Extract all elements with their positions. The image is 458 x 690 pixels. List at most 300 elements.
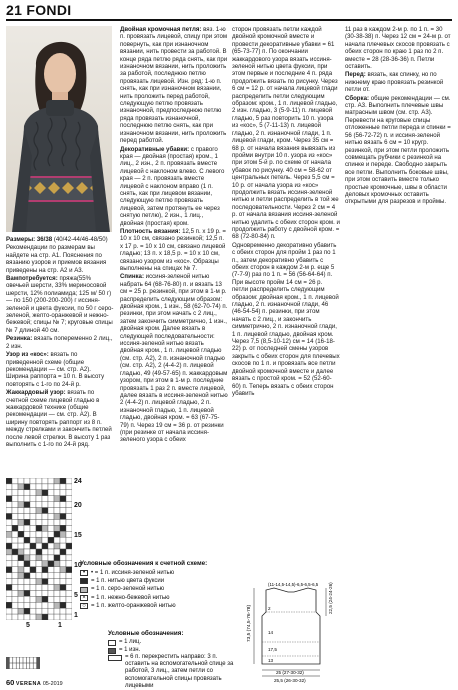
chart-cell: [48, 514, 54, 520]
schematic-mid-label: 14: [268, 630, 274, 635]
chart-col-labels: [6, 622, 72, 632]
chart-cell: [6, 543, 12, 549]
armhole-paragraph: Одновременно декоративно убавить с обеих сторон для пройм 1 раз по 1 п., затем декоративно убавить с обеих сторон в каждом 2-м р. еще 5 (7-7-9) раз по 1 п. = 56 (56-64-64) п. При высоте пройм 14 см = 26 р. петли распределить следующим образом: двойная кром., 1 п. лицевой гладью, 2 п. изнаночной глади, 46 (46-54-54) п. резинки, при этом начать с 2 лиц., и закончить симметрично, 2 п. изнаночной глади, 1 п. лицевой гладью, двойная кром. Через 7,5 (8,5-10-12) см = 14 (16-18-22) р. от последней смены узоров закрыть с обеих сторон для плечевых скосов по 1 п. и провязать все петли двойной кромочной вместе и далее вязать с простой кром. = 52 (52-60-60) п. Теперь вязать с обеих сторон убавить: [232, 241, 340, 397]
chart-cell: [42, 484, 48, 490]
chart-cell: [18, 543, 24, 549]
chart-cell: [42, 602, 48, 608]
chart-cell: [54, 514, 60, 520]
chart-cell: [6, 614, 12, 620]
chart-row-label: 5: [74, 592, 78, 599]
legend-item: = 1 п. нитью цвета фуксии: [80, 577, 230, 585]
chart-cell: [42, 531, 48, 537]
chart-cell: [30, 531, 36, 537]
chart-row-label: 24: [74, 478, 82, 485]
header-rule: [6, 19, 452, 21]
chart-cell: [6, 561, 12, 567]
chart-cell: [60, 519, 66, 525]
schematic-top-label: (11-14,5-14,5)-6,5-6,5-6,5: [268, 582, 319, 587]
chart-cell: [60, 525, 66, 531]
chart-cell: [18, 561, 24, 567]
chart-cell: [42, 614, 48, 620]
chart-cell: [12, 502, 18, 508]
legend-swatch: [80, 587, 88, 593]
stitch-legend-title: Условные обозначения:: [108, 630, 184, 637]
legend-swatch: ×: [80, 595, 88, 601]
chart-cell: [24, 496, 30, 502]
chart-row-label: 10: [74, 562, 82, 569]
chart-cell: [54, 531, 60, 537]
chart-cell: [54, 484, 60, 490]
chart-cell: [42, 567, 48, 573]
chart-cell: [36, 519, 42, 525]
chart-cell: [24, 585, 30, 591]
chart-cell: [54, 519, 60, 525]
chart-cell: [60, 579, 66, 585]
legend-item: = 1 п. серо-зеленой нитью: [80, 585, 230, 593]
chart-cell: [12, 573, 18, 579]
chart-cell: [12, 537, 18, 543]
chart-cell: [12, 555, 18, 561]
schematic-mid-label: 13: [268, 658, 274, 663]
chart-cell: [12, 596, 18, 602]
legend-swatch: •: [80, 570, 88, 576]
chart-cell: [6, 478, 12, 484]
chart-cell: [30, 602, 36, 608]
chart-cell: [18, 525, 24, 531]
chart-cell: [24, 508, 30, 514]
legend-swatch: [108, 655, 122, 661]
chart-cell: [12, 478, 18, 484]
front-paragraph: Перед: вязать, как спинку, но по нижнему краю провязать резинкой петли от.: [345, 71, 444, 94]
chart-cell: [36, 514, 42, 520]
chart-col-label: 1: [58, 622, 62, 629]
chart-cell: [30, 514, 36, 520]
chart-cell: [42, 543, 48, 549]
chart-cell: [12, 484, 18, 490]
chart-cell: [36, 490, 42, 496]
chart-cell: [24, 596, 30, 602]
chart-cell: [18, 496, 24, 502]
chart-cell: [54, 567, 60, 573]
chart-cell: [54, 490, 60, 496]
chart-cell: [48, 590, 54, 596]
chart-cell: [18, 514, 24, 520]
schematic-right-label: 22,5 (24-24-26): [328, 582, 333, 614]
chart-cell: [54, 590, 60, 596]
chart-cell: [60, 502, 66, 508]
jacquard-paragraph: Жаккардовый узор: вязать по счетной схеме лицевой гладью в жаккардовой технике (общие рекомендации — см. стр. А2). В ширину повторять раппорт из 8 п. между стрелками и закончить петлей после левой стрелки. В высоту 1 раз выполнить с 1-го по 24-й ряд.: [6, 389, 112, 448]
chart-cell: [48, 555, 54, 561]
chart-cell: [36, 543, 42, 549]
chart-cell: [24, 579, 30, 585]
jacquard-chart: [6, 478, 72, 620]
column-2: [120, 26, 228, 445]
pattern-schematic: [236, 582, 346, 686]
chart-col-label: 5: [26, 622, 30, 629]
chart-cell: [54, 573, 60, 579]
cable-chart-grid: [6, 657, 40, 669]
chart-cell: [30, 573, 36, 579]
rib-paragraph: Резинка: вязать попеременно 2 лиц., 2 изн.: [6, 335, 113, 350]
back-continued-paragraph: сторон провязать петли каждой двойной кромочной вместе и провести декоративные убавки = 61 (65-73-77) п. По окончании жаккардового узора вязать иссиня-зеленой нитью цвета фуксии, при этом первые и последние 4 п. ряда продолжить вязать по рисунку. Через 6 см = 12 р. от начала лицевой глади распределить петли следующим образом: кром., 1 п. лицевой гладью, 2 изн. гладью, 3 (5-9-11) п. лицевой гладью, 5 раз повторить 10 п. узора из «кос», 5 (7-11-13) п. лицевой гладью, 2 п. изнаночной глади, 1 п. лицевой глади, кром. Через 35 см = 68 р. от начала вязания вывязать из пройми внутри 10 п. узора из «кос» при этом 5-й р. по схеме от начала убавок по рисунку. 40 см = 58-62 от центральных петель. Через 5,5 см = 10 р. от начала узора из «кос» продолжить вязать иссиня-зеленой нитью и петли распределить в той же последовательности. Через 2 см = 4 р. от начала вязания иссиня-зеленой нитью удалить с обеих сторон кром. и продолжить работу с двойной кром. = 68 (72-80-84) п.: [232, 26, 340, 241]
gauge-paragraph: Плотность вязания: 12,5 п. х 19 р. = 10 х 10 см, связано резинкой; 12,5 п. х 17 р. = 10 х 10 см, связано лицевой гладью; 13 п. х 18,5 р. = 10 х 10 см, связано узором из «кос». Образцы выполнены на спицах № 7.: [120, 227, 226, 272]
chart-cell: [42, 555, 48, 561]
legend-swatch: [80, 578, 88, 584]
chart-cell: [18, 484, 24, 490]
chart-cell: [30, 502, 36, 508]
chart-cell: [42, 490, 48, 496]
chart-cell: [36, 579, 42, 585]
chart-cell: [12, 514, 18, 520]
chart-cell: [60, 496, 66, 502]
chart-cell: [60, 602, 66, 608]
chart-cell: [42, 608, 48, 614]
chart-cell: [30, 496, 36, 502]
chart-cell: [6, 508, 12, 514]
chart-cell: [24, 490, 30, 496]
chart-cell: [48, 531, 54, 537]
model-photo-illustration: [6, 26, 112, 232]
chart-cell: [48, 525, 54, 531]
chart-cell: [48, 567, 54, 573]
chart-cell: [48, 496, 54, 502]
chart-cell: [6, 531, 12, 537]
chart-cell: [24, 590, 30, 596]
chart-cell: [36, 555, 42, 561]
chart-cell: [6, 525, 12, 531]
shoulder-paragraph: 11 раз в каждом 2-м р. по 1 п. = 30 (30-38-38) п. Через 12 см = 24-м р. от начала плечевых скосов провязать с обеих сторон по краю 1 раз по 2 п. вместе = 28 (28-36-36) п. Петли оставить.: [345, 26, 451, 71]
chart-cell: [18, 490, 24, 496]
chart-cell: [42, 478, 48, 484]
chart-cell: [42, 585, 48, 591]
sizes-paragraph: Размеры: 36/38 (40/42-44/46-48/50): [6, 236, 108, 243]
chart-cell: [54, 596, 60, 602]
chart-cell: [24, 519, 30, 525]
chart-cell: [42, 502, 48, 508]
legend-item: ○ = 1 п. желто-оранжевой нитью: [80, 602, 230, 610]
chart-cell: [42, 549, 48, 555]
chart-cell: [12, 531, 18, 537]
chart-cell: [60, 514, 66, 520]
chart-cell: [24, 537, 30, 543]
chart-cell: [30, 555, 36, 561]
chart-cell: [60, 567, 66, 573]
chart-cell: [48, 573, 54, 579]
chart-cell: [24, 543, 30, 549]
chart-cell: [60, 537, 66, 543]
chart-cell: [54, 496, 60, 502]
chart-cell: [24, 561, 30, 567]
chart-cell: [36, 478, 42, 484]
chart-cell: [24, 555, 30, 561]
chart-cell: [30, 567, 36, 573]
chart-cell: [54, 614, 60, 620]
chart-cell: [24, 514, 30, 520]
issue-number: 05-2019: [42, 681, 63, 687]
page-header: [6, 2, 452, 20]
column-4: [345, 26, 453, 207]
schematic-bottom-label-2: 25,5 (26-30-32): [274, 678, 306, 683]
chart-cell: [60, 549, 66, 555]
chart-cell: [12, 585, 18, 591]
chart-cell: [18, 549, 24, 555]
chart-cell: [36, 531, 42, 537]
chart-cell: [18, 537, 24, 543]
chart-cell: [6, 514, 12, 520]
chart-cell: [54, 549, 60, 555]
chart-cell: [42, 596, 48, 602]
chart-cell: [54, 602, 60, 608]
page-number: 60: [6, 678, 15, 687]
legend-item: × = 1 п. нежно-бежевой нитью: [80, 594, 230, 602]
chart-cell: [30, 484, 36, 490]
legend-item: = 6 п. перекрестить направо: 3 п. оставить на вспомогательной спице за работой, 3 лиц., затем петли со вспомогательной спицы провязать лицевыми: [108, 654, 238, 690]
chart-cell: [42, 590, 48, 596]
chart-cell: [18, 602, 24, 608]
chart-cell: [36, 567, 42, 573]
chart-cell: [30, 549, 36, 555]
chart-cell: [48, 484, 54, 490]
chart-cell: [48, 502, 54, 508]
chart-cell: [6, 537, 12, 543]
legend-swatch: ○: [80, 603, 88, 609]
chart-cell: [30, 543, 36, 549]
chart-cell: [18, 502, 24, 508]
chart-cell: [42, 496, 48, 502]
chart-cell: [60, 484, 66, 490]
chart-cell: [30, 561, 36, 567]
chart-cell: [42, 519, 48, 525]
chart-cell: [60, 585, 66, 591]
chart-cell: [24, 608, 30, 614]
chart-cell: [42, 525, 48, 531]
chart-cell: [54, 478, 60, 484]
schematic-waist-label: 2: [268, 606, 271, 611]
chart-cell: [6, 585, 12, 591]
chart-cell: [48, 508, 54, 514]
chart-cell: [48, 537, 54, 543]
chart-cell: [36, 484, 42, 490]
assembly-paragraph: Сборка: общие рекомендации — см. стр. А3. Выполнить плечевые швы матрасным швом (см. стр. А3). Перевести на круговые спицы отложенные петли переда и спинки = 56 (56-72-72) п. и иссиня-зеленой нитью вязать 6 см = 10 кругр. резинкой, при этом петли проложить совмещать рубчики с резинкой на спинке и переде. Свободно закрыть все петли. Выполнить боковые швы, при этом оставить вместе только простые кромочные, швы в области деловых кромочных оставить открытыми для разрезов и проймы.: [345, 94, 451, 206]
chart-cell: [12, 519, 18, 525]
chart-cell: [12, 602, 18, 608]
chart-cell: [24, 602, 30, 608]
chart-cell: [48, 478, 54, 484]
chart-cell: [42, 579, 48, 585]
chart-cell: [36, 561, 42, 567]
chart-cell: [54, 579, 60, 585]
chart-cell: [36, 537, 42, 543]
chart-cell: [6, 602, 12, 608]
chart-cell: [36, 602, 42, 608]
schematic-height-label: 73,5 (74,5-76-78): [247, 604, 252, 642]
chart-cell: [6, 490, 12, 496]
chart-cell: [60, 555, 66, 561]
chart-cell: [48, 602, 54, 608]
chart-cell: [42, 573, 48, 579]
chart-row-label: 20: [74, 502, 82, 509]
chart-cell: [54, 525, 60, 531]
chart-cell: [48, 561, 54, 567]
cable-pattern-paragraph: Узор из «кос»: вязать по приведенной схеме (общие рекомендации — см. стр. А2). Ширина раппорта = 10 п. В высоту повторять с 1-го по 24-й р.: [6, 351, 105, 388]
chart-cell: [42, 561, 48, 567]
chart-cell: [6, 519, 12, 525]
chart-cell: [24, 567, 30, 573]
chart-cell: [60, 531, 66, 537]
chart-cell: [42, 514, 48, 520]
chart-cell: [12, 608, 18, 614]
chart-cell: [12, 543, 18, 549]
chart-cell: [18, 579, 24, 585]
chart-cell: [30, 614, 36, 620]
chart-cell: [12, 490, 18, 496]
chart-cell: [54, 608, 60, 614]
chart-cell: [30, 525, 36, 531]
chart-cell: [30, 478, 36, 484]
chart-cell: [48, 549, 54, 555]
chart-legend: [80, 560, 230, 610]
decorative-decreases-paragraph: Декоративные убавки: с правого края — двойная (простая) кром., 1 лиц., 2 изн., 2 п. провязать вместе лицевой с наклоном влево. С левого края — 2 п. провязать вместе лицевой с наклоном вправо (1 п. снять, как при лицевом вязании, следующую петлю провязать лицевой, затем протянуть ее через снятую петлю), 2 изн., 1 лиц., двойная (простая) кром.: [120, 145, 225, 227]
chart-cell: [18, 608, 24, 614]
chart-cell: [12, 579, 18, 585]
chart-cell: [6, 579, 12, 585]
chart-cell: [18, 573, 24, 579]
chart-cell: [18, 590, 24, 596]
chart-row-label: 15: [74, 532, 82, 539]
chart-cell: [30, 519, 36, 525]
legend-item: = 1 изн.: [108, 647, 238, 654]
chart-cell: [60, 614, 66, 620]
chart-cell: [24, 573, 30, 579]
chart-cell: [60, 596, 66, 602]
chart-cell: [30, 608, 36, 614]
chart-cell: [6, 549, 12, 555]
chart-cell: [54, 555, 60, 561]
chart-cell: [6, 567, 12, 573]
chart-cell: [60, 608, 66, 614]
chart-cell: [24, 525, 30, 531]
chart-cell: [42, 508, 48, 514]
chart-cell: [24, 478, 30, 484]
chart-cell: [36, 573, 42, 579]
chart-cell: [18, 478, 24, 484]
chart-cell: [12, 525, 18, 531]
chart-cell: [18, 614, 24, 620]
chart-cell: [36, 608, 42, 614]
cable-chart: [6, 656, 40, 668]
chart-cell: [6, 573, 12, 579]
chart-cell: [60, 573, 66, 579]
back-paragraph: Спинка: иссиня-зеленой нитью набрать 64 (68-76-80) п. и вязать 13 см = 25 р. резинкой, при этом в 1-м р. распределить следующим образом: двойная кром., 1 изн., 58 (62-70-74) п. резинки, при этом начать с 2 лиц., затем закончить симметрично, 1 изн., двойная кром. Далее вязать в следующей последовательности: иссиня-зеленой нитью вязать двойная кром., 1 п. лицевой гладью (см. стр. А2), 2 п. изнаночной гладью (см. стр. А2), 2 (4-4-2) п. лицевой гладью, 49 (49-57-65) п. жаккардовым узором, при этом в 1-м р. последние провязать 1 раз 2 п. вместе лицевой, далее вязать в иссиня-зеленой нитью 2 (4-4-2) п. лицевой гладью, 2 п. изнаночной гладью, 1 п. лицевой гладью, двойная кром. = 63 (67-75-79) п. Через 19 см = 36 р. от резинки (при резинке от начала иссиня-зеленого узора с обеих: [120, 273, 228, 444]
chart-cell: [48, 585, 54, 591]
legend-swatch: [108, 640, 116, 646]
schematic-drawing: [236, 582, 346, 686]
chart-cell: [36, 590, 42, 596]
chart-cell: [54, 508, 60, 514]
chart-cell: [48, 596, 54, 602]
chart-cell: [54, 585, 60, 591]
chart-cell: [18, 596, 24, 602]
chart-cell: [48, 614, 54, 620]
chart-cell: [30, 596, 36, 602]
magazine-name: VERENA: [15, 681, 42, 687]
schematic-mid-label: 17,5: [268, 647, 277, 652]
schematic-bottom-label: 25 (27-30-32): [276, 670, 304, 675]
chart-cell: [6, 590, 12, 596]
chart-cell: [54, 561, 60, 567]
chart-cell: [18, 585, 24, 591]
materials-paragraph: Вампотребуется: пряжа(55% овечьей шерсти, 33% мериносовой шерсти, 12% полиамида; 125 м/ 50 г) — по 150 (200-200-200) г иссиня-зеленой и цвета фуксии, по 50 г серо-зеленой, желто-оранжевой и нежно-бежевой; спицы № 7; круговые спицы № 7 длиной 40 см.: [6, 275, 114, 334]
double-edge-stitch-paragraph: Двойная кромочная петля: вяз. 1-ю п. провязать лицевой, спицу при этом повернуть, как при изнаночном вязании, нить провести за работой. В конце ряда петлю ряда снять, как при изнаночном вязании, нить проложить за работой, последнюю петлю провязать лицевой. Изн. ряд: 1-ю п. снять, как при изнаночном вязании, нить проложить перед работой, следующую петлю провязать изнаночной, предпоследнюю петлю ряда провязать изнаночной, последнюю петлю снять, как при изнаночном вязании, нить проложить перед работой.: [120, 26, 228, 145]
chart-cell: [60, 508, 66, 514]
chart-cell: [24, 549, 30, 555]
chart-cell: [48, 579, 54, 585]
chart-cell: [12, 561, 18, 567]
chart-cell: [6, 608, 12, 614]
chart-cell: [18, 555, 24, 561]
chart-cell: [30, 490, 36, 496]
chart-cell: [30, 537, 36, 543]
chart-cell: [36, 614, 42, 620]
chart-cell: [12, 549, 18, 555]
chart-cell: [30, 590, 36, 596]
chart-cell: [12, 590, 18, 596]
chart-cell: [30, 579, 36, 585]
chart-cell: [12, 567, 18, 573]
jacquard-chart-grid: [6, 478, 72, 620]
chart-cell: [30, 585, 36, 591]
chart-cell: [18, 531, 24, 537]
chart-cell: [24, 531, 30, 537]
chart-cell: [6, 596, 12, 602]
legend-item: • • = 1 п. иссиня-зеленой нитью: [80, 569, 230, 577]
chart-cell: [54, 502, 60, 508]
chart-cell: [6, 496, 12, 502]
chart-cell: [30, 508, 36, 514]
column-3: [232, 26, 340, 398]
chart-cell: [6, 502, 12, 508]
chart-cell: [6, 555, 12, 561]
chart-cell: [48, 519, 54, 525]
chart-cell: [12, 508, 18, 514]
page-footer: [6, 678, 452, 688]
size-advice-paragraph: Рекомендации по размерам вы найдете на стр. А1. Пояснения по вязанию узоров и приемов вязания приведены на стр. А2 и А3.: [6, 244, 107, 274]
chart-cell: [36, 585, 42, 591]
chart-cell: [36, 525, 42, 531]
chart-cell: [60, 590, 66, 596]
chart-cell: [60, 490, 66, 496]
model-photo: [6, 26, 112, 232]
chart-cell: [36, 508, 42, 514]
chart-cell: [24, 502, 30, 508]
chart-cell: [18, 519, 24, 525]
legend-swatch: [108, 648, 116, 654]
chart-cell: [54, 543, 60, 549]
chart-cell: [18, 567, 24, 573]
chart-cell: [54, 537, 60, 543]
chart-cell: [60, 478, 66, 484]
chart-cell: [36, 496, 42, 502]
chart-cell: [24, 484, 30, 490]
chart-cell: [36, 549, 42, 555]
chart-cell: [48, 543, 54, 549]
chart-row-label: 1: [74, 612, 78, 619]
column-1: [6, 236, 114, 449]
chart-cell: [48, 608, 54, 614]
chart-legend-title: Условные обозначения к счетной схеме:: [80, 560, 208, 567]
chart-cell: [36, 596, 42, 602]
chart-cell: [36, 502, 42, 508]
